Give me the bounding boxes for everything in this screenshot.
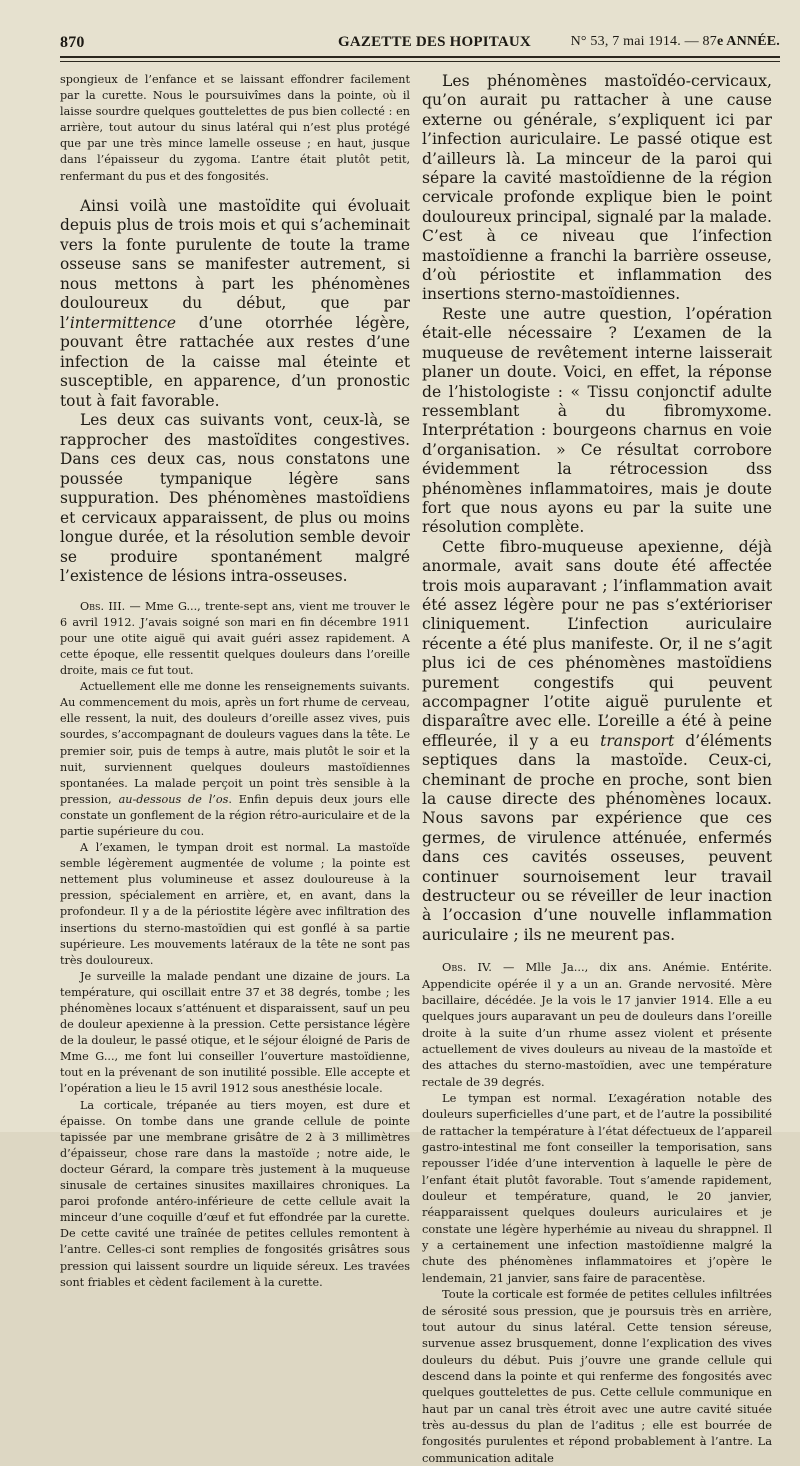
left-column	[60, 72, 410, 1291]
emphasis: intermittence	[69, 313, 176, 332]
header-rule-thin	[60, 61, 780, 62]
issue-info	[571, 34, 780, 50]
paragraph: spongieux de l’enfance et se laissant effondrer facilement par la curette. Nous le poursuivîmes dans la pointe, où il laisse sourdre quelques gouttelettes de pus bien collecté : en arrière, tout autour du sinus latéral qui n’est plus protégé que par une très mince lamelle osseuse ; en haut, jusque dans l’épaisseur du zygoma. L’antre était plutôt petit, renfermant du pus et des fongosités.	[60, 73, 410, 183]
paragraph: La corticale, trépanée au tiers moyen, est dure et épaisse. On tombe dans une grande cellule de pointe tapissée par une membrane grisâtre de 2 à 3 millimètres d’épaisseur, chose rare dans la mastoïde ; notre aide, le docteur Gérard, la compare très justement à la muqueuse sinusale de certaines sinusites maxillaires chroniques. La paroi profonde antéro-inférieure de cette cellule avait la minceur d’une coquille d’œuf et fut effondrée par la curette. De cette cavité une traînée de petites cellules remontent à l’antre. Celles-ci sont remplies de fongosités grisâtres sous pression qui laissent sourdre un liquide séreux. Les travées sont friables et cèdent facilement à la curette.	[60, 1098, 410, 1289]
paragraph: Les deux cas suivants vont, ceux-là, se rapprocher des mastoïdites congestives. Dans ces deux cas, nous constatons une poussée tympanique légère sans suppuration. Des phénomènes mastoïdiens et cervicaux apparaissent, de plus ou moins longue durée, et la résolution semble devoir se produire spontanément malgré l’existence de lésions intra-osseuses.	[60, 411, 410, 586]
right-column	[422, 72, 772, 1466]
issue-date: N° 53, 7 mai 1914. — 87	[570, 34, 717, 49]
page-number: 870	[60, 34, 85, 51]
emphasis: transport	[600, 731, 675, 750]
emphasis: au-dessous de l’os	[118, 792, 229, 806]
paragraph	[60, 197, 410, 412]
text-run: — Mlle Ja..., dix ans. Anémie. Entérite. Appendicite opérée il y a un an. Grande nervosité. Mère bacillaire, décédée. Je la vois le 17 janvier 1914. Elle a eu quelques jours auparavant un peu de douleurs dans l’oreille droite à la suite d’un rhume assez violent et présente actuellement de vives douleurs au niveau de la mastoïde et des attaches du sterno-mastoïdien, avec une température rectale de 39 degrés.	[422, 960, 772, 1089]
observation-label: Obs. III.	[80, 599, 126, 613]
text-run: d’une otorrhée légère, pouvant être rattachée aux restes d’une infection de la caisse mal éteinte et susceptible, en apparence, d’un pronostic tout à fait favorable.	[60, 313, 410, 410]
text-run: Actuellement elle me donne les renseignements suivants. Au commencement du mois, après un fort rhume de cerveau, elle ressent, la nuit, des douleurs d’oreille assez vives, puis sourdes, s’accompagnant de douleurs vagues dans la tête. Le premier soir, puis de temps à autre, mais plutôt le soir et la nuit, surviennent quelques douleurs mastoïdiennes spontanées. La malade perçoit un point très sensible à la pression,	[60, 680, 410, 806]
text-run: Ainsi voilà une mastoïdite qui évoluait depuis plus de trois mois et qui s’acheminait vers la fonte purulente de toute la trame osseuse sans se manifester autrement, si nous mettons à part les phénomènes douloureux du début, que par l’	[60, 196, 410, 332]
observation-paragraph	[60, 599, 410, 679]
text-run: Cette fibro-muqueuse apexienne, déjà anormale, avait sans doute été affectée trois mois auparavant ; l’inflammation avait été assez légère pour ne pas s’extérioriser cliniquement. L’infection auriculaire récente a été plus manifeste. Or, il ne s’agit plus ici de ces phénomènes mastoïdiens purement congestifs qui peuvent accompagner l’otite aiguë purulente et disparaître avec elle. L’oreille a été à peine effleurée, il y a eu	[422, 537, 772, 750]
journal-title: GAZETTE DES HOPITAUX	[338, 34, 531, 50]
observation-paragraph	[422, 959, 772, 1090]
paragraph: Les phénomènes mastoïdéo-cervicaux, qu’on aurait pu rattacher à une cause externe ou générale, s’expliquent ici par l’infection auriculaire. Le passé otique est d’ailleurs là. La minceur de la paroi qui sépare la cavité mastoïdienne de la région cervicale profonde explique bien le point douloureux principal, signalé par la malade. C’est à ce niveau que l’infection mastoïdienne a franchi la barrière osseuse, d’où périostite et inflammation des insertions sterno-mastoïdiennes.	[422, 72, 772, 304]
header-rule-thick	[60, 56, 780, 58]
paragraph: Je surveille la malade pendant une dizaine de jours. La température, qui oscillait entre 37 et 38 degrés, tombe ; les phénomènes locaux s’atténuent et disparaissent, sauf un peu de douleur apexienne à la pression. Cette persistance légère de la douleur, le passé otique, et le séjour éloigné de Paris de Mme G..., me font lui conseiller l’ouverture mastoïdienne, tout en la prévenant de son inutilité possible. Elle accepte et l’opération a lieu le 15 avril 1912 sous anesthésie locale.	[60, 969, 410, 1096]
issue-year: e ANNÉE.	[716, 34, 780, 49]
paragraph	[60, 679, 410, 840]
paragraph: A l’examen, le tympan droit est normal. La mastoïde semble légèrement augmentée de volume ; la pointe est nettement plus volumineuse et assez douloureuse à la pression, spécialement en arrière, et, en avant, dans la profondeur. Il y a de la périostite légère avec infiltration des insertions du sterno-mastoïdien qui est gonflé à sa partie supérieure. Les mouvements latéraux de la tête ne sont pas très douloureux.	[60, 841, 410, 967]
paragraph: Reste une autre question, l’opération était-elle nécessaire ? L’examen de la muqueuse de revêtement interne laisserait planer un doute. Voici, en effet, la réponse de l’histologiste : « Tissu conjonctif adulte ressemblant à du fibromyxome. Interprétation : bourgeons charnus en voie d’organisation. » Ce résultat corrobore évidemment la rétrocession dss phénomènes inflammatoires, mais je doute fort que nous ayons eu par la suite une résolution complète.	[422, 304, 772, 537]
running-header	[60, 32, 780, 54]
paragraph: Le tympan est normal. L’exagération notable des douleurs superficielles d’une part, et de l’autre la possibilité de rattacher la température à l’état défectueux de l’appareil gastro-intestinal me font conseiller la temporisation, sans repousser l’idée d’une intervention à laquelle le père de l’enfant était plutôt favorable. Tout s’amende rapidement, douleur et température, quand, le 20 janvier, réapparaissent quelques douleurs auriculaires et je constate une légère hyperhémie au niveau du shrappnel. Il y a certainement une infection mastoïdienne malgré la chute des phénomènes inflammatoires et j’opère le lendemain, 21 janvier, sans faire de paracentèse.	[422, 1091, 772, 1285]
paragraph: Toute la corticale est formée de petites cellules infiltrées de sérosité sous pression, que je poursuis très en arrière, tout autour du sinus latéral. Cette tension séreuse, survenue assez brusquement, donne l’explication des vives douleurs du début. Puis j’ouvre une grande cellule qui descend dans la pointe et qui renferme des fongosités avec quelques gouttelettes de pus. Cette cellule communique en haut par un canal très étroit avec une autre cavité située très au-dessus du plan de l’aditus ; elle est bourrée de fongosités purulentes et répond probablement à l’antre. La communication aditale	[422, 1287, 772, 1465]
observation-label: Obs. IV.	[442, 960, 492, 975]
text-run: — Mme G..., trente-sept ans, vient me trouver le 6 avril 1912. J’avais soigné son mari en fin décembre 1911 pour une otite aiguë qui avait guéri assez rapidement. A cette époque, elle ressentit quelques douleurs dans l’oreille droite, mais ce fut tout.	[60, 599, 410, 678]
text-run: d’éléments septiques dans la mastoïde. Ceux-ci, cheminant de proche en proche, sont bien la cause directe des phénomènes locaux. Nous savons par expérience que ces germes, de virulence atténuée, enfermés dans ces cavités osseuses, peuvent continuer sournoisement leur travail destructeur ou se réveiller de leur inaction à l’occasion d’une nouvelle inflammation auriculaire ; ils ne meurent pas.	[422, 731, 772, 944]
text-run: . Enfin depuis deux jours elle constate un gonflement de la région rétro-auriculaire et de la partie supérieure du cou.	[60, 792, 411, 838]
paragraph	[422, 538, 772, 946]
